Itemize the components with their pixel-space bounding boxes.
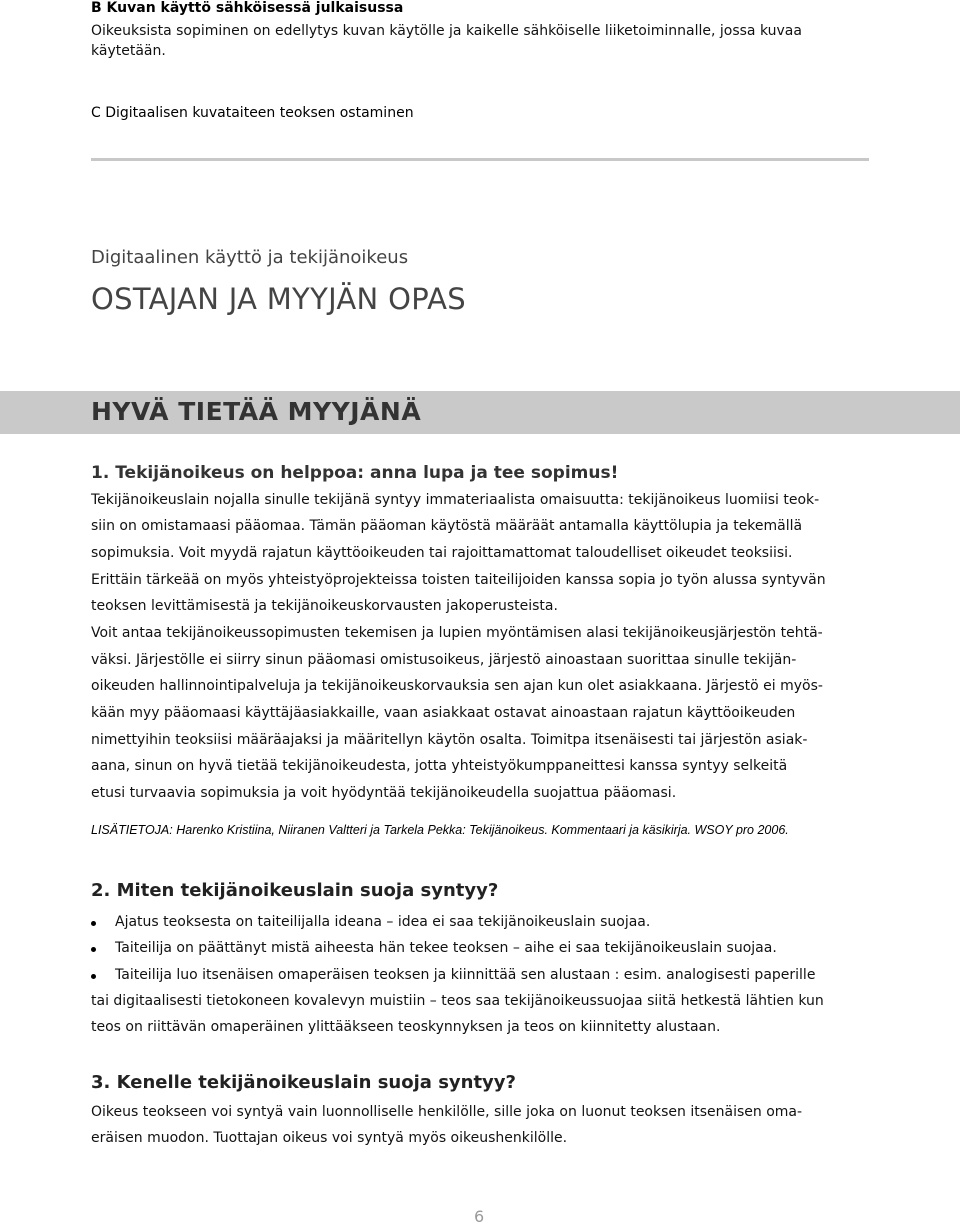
body-line: tai digitaalisesti tietokoneen kovalevyn muistiin – teos saa tekijänoikeussuojaa siitä hetkestä lähtien kun [91, 993, 824, 1009]
section-2-heading: 2. Miten tekijänoikeuslain suoja syntyy? [91, 880, 499, 901]
body-line: Voit antaa tekijänoikeussopimusten tekemisen ja lupien myöntämisen alasi tekijänoikeusjärjestön tehtä- [91, 625, 823, 641]
body-line: aana, sinun on hyvä tietää tekijänoikeudesta, jotta yhteistyökumppaneittesi kanssa syntyy selkeitä [91, 758, 788, 774]
body-line: etusi turvaavia sopimuksia ja voit hyödyntää tekijänoikeudella suojattua pääomasi. [91, 785, 677, 801]
body-line: väksi. Järjestölle ei siirry sinun pääomasi omistusoikeus, järjestö ainoastaan suorittaa sinulle tekijän- [91, 652, 797, 668]
body-line: teos on riittävän omaperäinen ylittääkseen teoskynnyksen ja teos on kiinnitetty alustaan. [91, 1019, 721, 1035]
body-line: kään myy pääomaasi käyttäjäasiakkaille, vaan asiakkaat ostavat ainoastaan rajatun käyttöoikeuden [91, 705, 796, 721]
body-line: Oikeuksista sopiminen on edellytys kuvan käytölle ja kaikelle sähköiselle liiketoiminnalle, jossa kuvaa [91, 23, 802, 39]
body-line: siin on omistamaasi pääomaa. Tämän pääoman käytöstä määräät antamalla käyttölupia ja tekemällä [91, 518, 803, 534]
section-3-heading: 3. Kenelle tekijänoikeuslain suoja syntyy? [91, 1072, 516, 1093]
guide-title: OSTAJAN JA MYYJÄN OPAS [91, 282, 466, 316]
guide-subtitle: Digitaalinen käyttö ja tekijänoikeus [91, 247, 409, 268]
body-line: käytetään. [91, 43, 166, 59]
body-line: sopimuksia. Voit myydä rajatun käyttöoikeuden tai rajoittamattomat taloudelliset oikeudet teoksiisi. [91, 545, 793, 561]
bullet-icon [91, 947, 96, 952]
bullet-icon [91, 921, 96, 926]
page-number: 6 [474, 1207, 485, 1226]
list-item: Taiteilija luo itsenäisen omaperäisen teoksen ja kiinnittää sen alustaan : esim. analogisesti paperille [115, 967, 816, 983]
body-line: teoksen levittämisestä ja tekijänoikeuskorvausten jakoperusteista. [91, 598, 558, 614]
horizontal-rule [91, 158, 869, 161]
body-line: Oikeus teokseen voi syntyä vain luonnolliselle henkilölle, sille joka on luonut teoksen itsenäisen oma- [91, 1104, 803, 1120]
section-b-body [91, 21, 871, 61]
body-line: Tekijänoikeuslain nojalla sinulle tekijänä syntyy immateriaalista omaisuutta: tekijänoikeus luomiisi teok- [91, 492, 820, 508]
body-line: oikeuden hallinnointipalveluja ja tekijänoikeuskorvauksia sen ajan kun olet asiakkaana. Järjestö ei myös- [91, 678, 823, 694]
body-line: eräisen muodon. Tuottajan oikeus voi syntyä myös oikeushenkilölle. [91, 1130, 568, 1146]
references: LISÄTIETOJA: Harenko Kristiina, Niiranen Valtteri ja Tarkela Pekka: Tekijänoikeus. Kommentaari ja käsikirja. WSOY pro 2006. [91, 823, 789, 837]
section-1-body [91, 492, 871, 812]
body-line: nimettyihin teoksiisi määräajaksi ja määritellyn käytön osalta. Toimitpa itsenäisesti tai järjestön asiak- [91, 732, 808, 748]
band-title: HYVÄ TIETÄÄ MYYJÄNÄ [91, 397, 422, 426]
bullet-icon [91, 974, 96, 979]
section-1-heading: 1. Tekijänoikeus on helppoa: anna lupa ja tee sopimus! [91, 463, 619, 483]
list-item: Ajatus teoksesta on taiteilijalla ideana – idea ei saa tekijänoikeuslain suojaa. [115, 914, 651, 930]
section-b-title: B Kuvan käyttö sähköisessä julkaisussa [91, 0, 404, 16]
list-item: Taiteilija on päättänyt mistä aiheesta hän tekee teoksen – aihe ei saa tekijänoikeuslain suojaa. [115, 940, 777, 956]
body-line: Erittäin tärkeää on myös yhteistyöprojekteissa toisten taiteilijoiden kanssa sopia jo työn alussa syntyvän [91, 572, 826, 588]
section-c-title: C Digitaalisen kuvataiteen teoksen ostaminen [91, 105, 414, 121]
